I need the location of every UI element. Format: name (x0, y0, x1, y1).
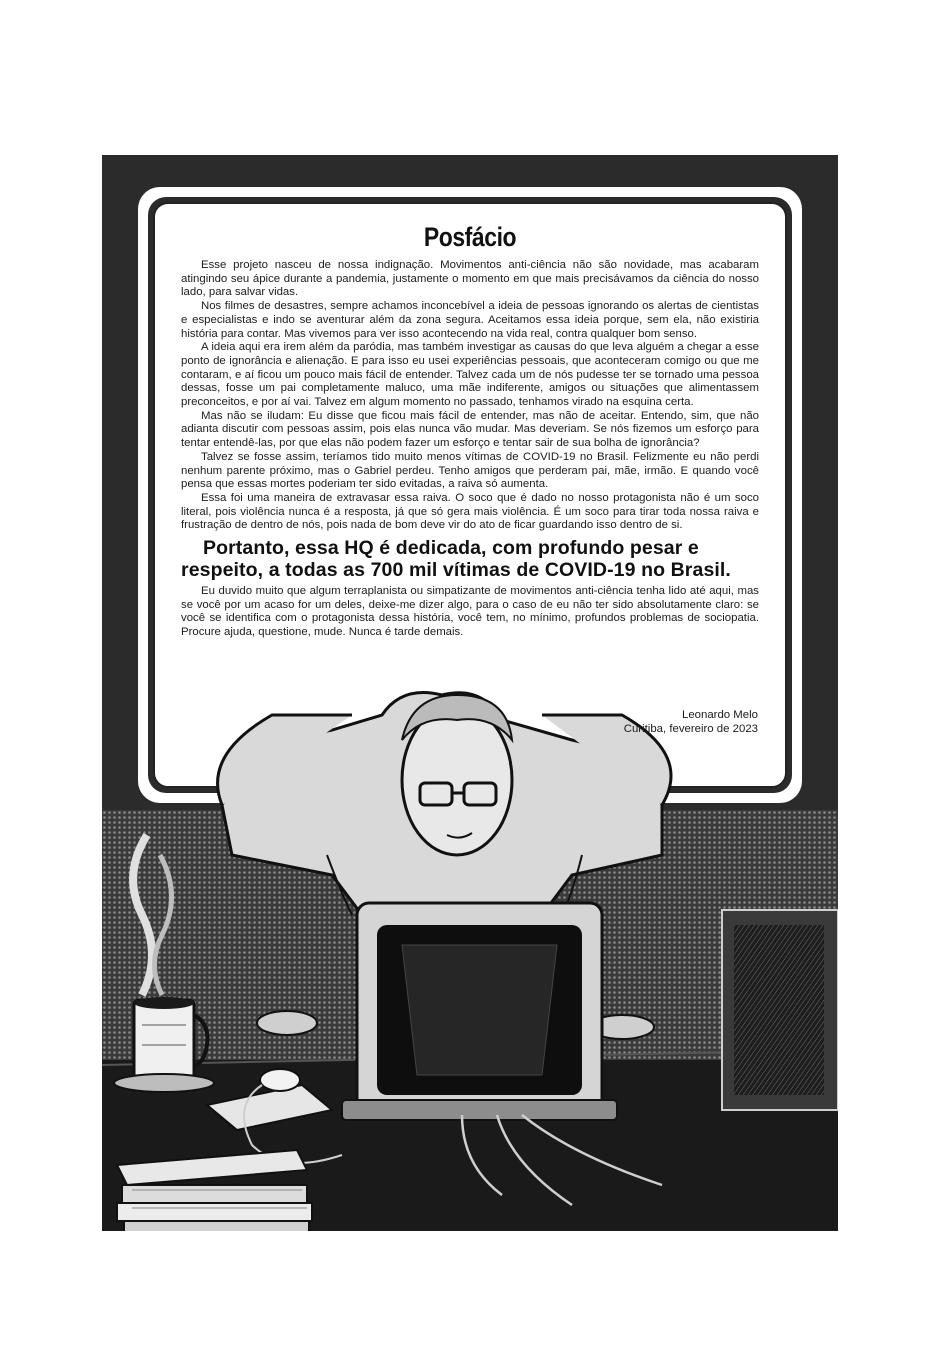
paragraph-6: Essa foi uma maneira de extravasar essa raiva. O soco que é dado no nosso protagonista não é um soco literal, pois violência nunca é a resposta, já que só gera mais violência. É um soco para tirar toda nossa raiva e frustração de dentro de nós, pois nada de bom deve vir do ato de ficar guardando isso dentro de si. (181, 491, 759, 532)
dedication-heading: Portanto, essa HQ é dedicada, com profundo pesar e respeito, a todas as 700 mil vítimas de COVID-19 no Brasil. (181, 537, 731, 582)
paragraph-4: Mas não se iludam: Eu disse que ficou mais fácil de entender, mas não de aceitar. Entendo, sim, que não adianta discutir com pessoas assim, pois elas nunca vão mudar. Mas deveriam. Se nós fizemos um esforço para tentar entendê-las, por que elas não podem fazer um esforço e tentar sair de sua bolha de ignorância? (181, 409, 759, 450)
paragraph-2: Nos filmes de desastres, sempre achamos inconcebível a ideia de pessoas ignorando os alertas de cientistas e especialistas e indo se aventurar além da zona segura. Aceitamos essa ideia porque, sem ela, não existiria história para contar. Mas vivemos para ver isso acontecendo na vida real, contra qualquer bom senso. (181, 300, 759, 340)
paragraph-5: Talvez se fosse assim, teríamos tido muito menos vítimas de COVID-19 no Brasil. Felizmente eu não perdi nenhum parente próximo, mas o Gabriel perdeu. Tenho amigos que perderam pai, mãe, irmão. E quando você pensa que essas mortes poderiam ter sido evitadas, a raiva só aumenta. (181, 450, 759, 491)
signature-author: Leonardo Melo (682, 709, 758, 721)
paragraph-1: Esse projeto nasceu de nossa indignação. Movimentos anti-ciência não são novidade, mas acabaram atingindo seu ápice durante a pandemia, justamente o momento em que mais precisávamos da ciência do nosso lado, para salvar vidas. (181, 259, 759, 299)
signature-place-date: Curitiba, fevereiro de 2023 (623, 723, 758, 735)
postface-text-block (181, 222, 759, 640)
signature (624, 708, 758, 736)
page-title: Posfácio (423, 222, 517, 252)
paragraph-3: A ideia aqui era irem além da paródia, mas também investigar as causas do que leva alguém a chegar a esse ponto de ignorância e alienação. E para isso eu usei experiências pessoais, que aconteceram comigo ou que me contaram, e aí ficou um pouco mais fácil de entender. Talvez cada um de nós pudesse ter se tornado uma pessoa dessas, fosse um pai completamente maluco, uma mãe indiferente, amigos ou situações que alimentassem preconceitos, e por aí vai. Talvez em algum momento no passado, tenhamos virado na esquina certa. (181, 341, 759, 409)
book-stack-icon (117, 1150, 312, 1231)
closing-paragraph: Eu duvido muito que algum terraplanista ou simpatizante de movimentos anti-ciência tenha lido até aqui, mas se você por um acaso for um deles, deixe-me dizer algo, para o caso de eu não ter sido absolutamente claro: se você se identifica com o protagonista dessa história, você tem, no mínimo, profundos problemas de sociopatia. Procure ajuda, questione, mude. Nunca é tarde demais. (181, 585, 759, 639)
